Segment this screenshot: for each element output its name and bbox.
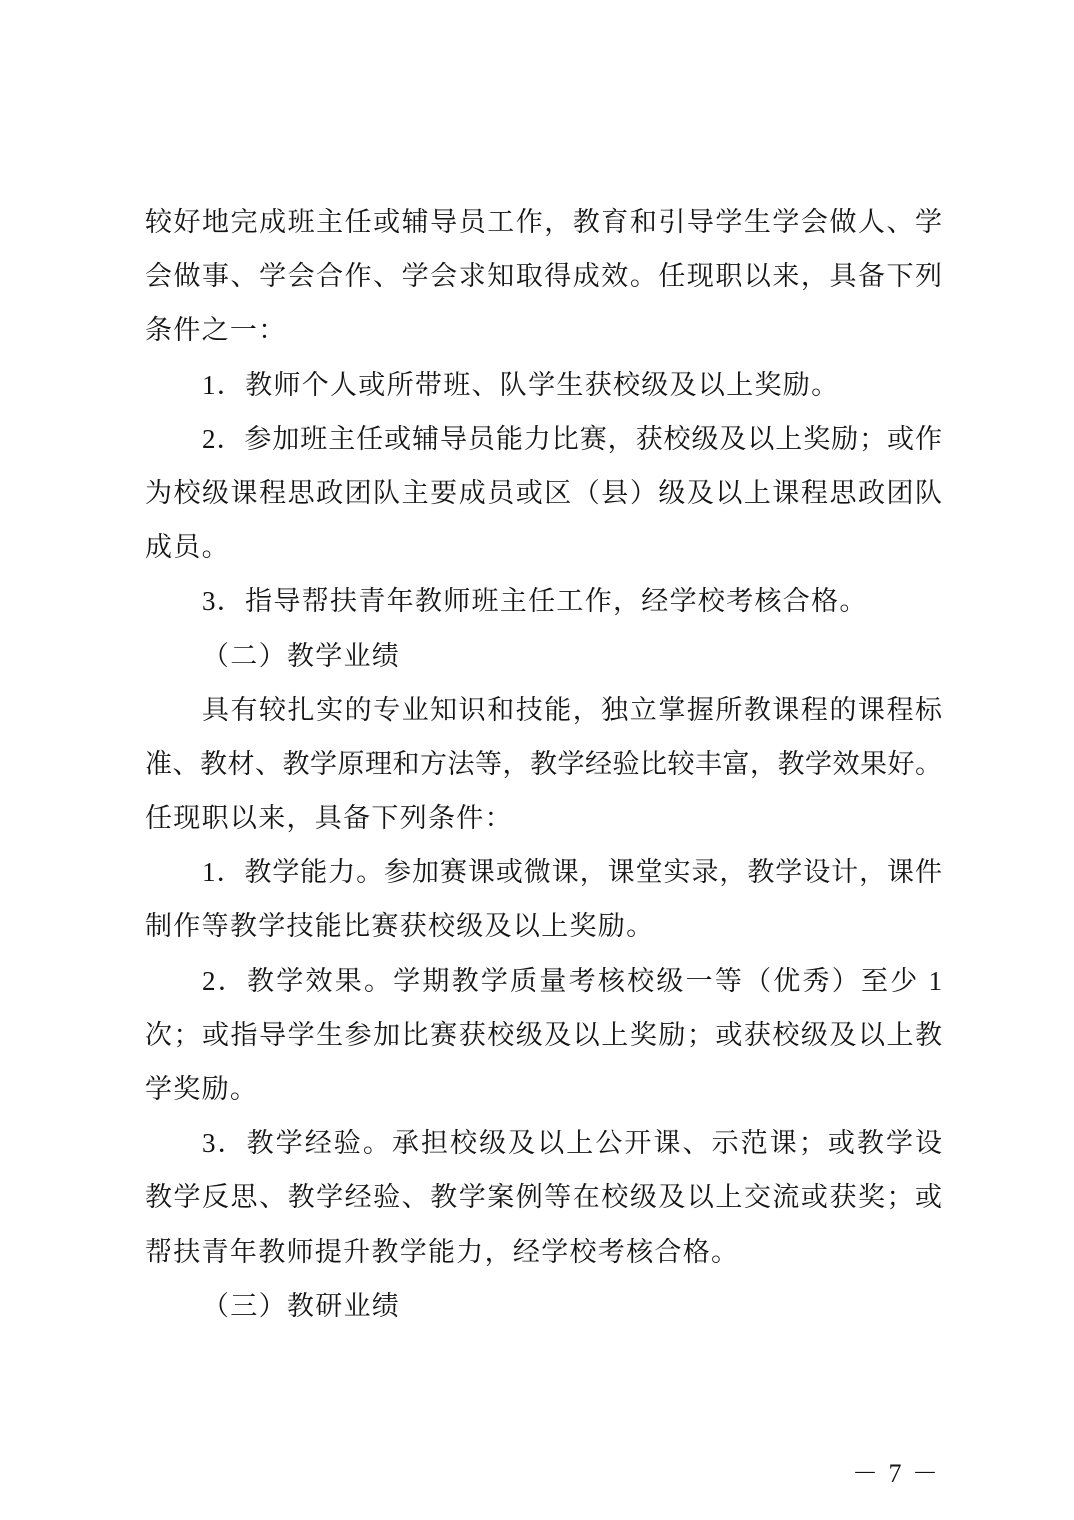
body-line: 次；或指导学生参加比赛获校级及以上奖励；或获校级及以上教 [145,1019,942,1050]
body-line: 准、教材、教学原理和方法等，教学经验比较丰富，教学效果好。 [145,748,942,779]
body-line: 会做事、学会合作、学会求知取得成效。任现职以来，具备下列 [145,261,942,292]
body-line: 学奖励。 [145,1074,259,1104]
list-item-line: 3．指导帮扶青年教师班主任工作，经学校考核合格。 [202,586,868,617]
list-item-line: 2．教学效果。学期教学质量考核校级一等（优秀）至少 1 [202,965,942,996]
body-line: 制作等教学技能比赛获校级及以上奖励。 [145,911,655,942]
section-heading: （三）教研业绩 [202,1290,401,1321]
list-item-line: 2．参加班主任或辅导员能力比赛，获校级及以上奖励；或作 [202,423,942,454]
body-line: 较好地完成班主任或辅导员工作，教育和引导学生学会做人、学 [145,207,942,237]
body-line: 条件之一： [145,315,287,346]
body-line: 成员。 [145,532,230,563]
list-item-line: 1．教学能力。参加赛课或微课，课堂实录，教学设计，课件 [202,857,942,888]
list-item-line: 3．教学经验。承担校级及以上公开课、示范课；或教学设 [202,1128,942,1159]
document-body [145,195,942,1333]
body-line: 任现职以来，具备下列条件： [145,803,513,834]
body-line: 帮扶青年教师提升教学能力，经学校考核合格。 [145,1236,740,1267]
list-item-line: 1．教师个人或所带班、队学生获校级及以上奖励。 [202,369,840,400]
section-heading: （二）教学业绩 [202,640,401,671]
body-line: 具有较扎实的专业知识和技能，独立掌握所教课程的课程标 [202,694,942,725]
page-number: － 7 － [851,1459,940,1488]
body-line: 教学反思、教学经验、教学案例等在校级及以上交流或获奖；或 [145,1182,942,1213]
body-line: 为校级课程思政团队主要成员或区（县）级及以上课程思政团队 [145,477,942,508]
